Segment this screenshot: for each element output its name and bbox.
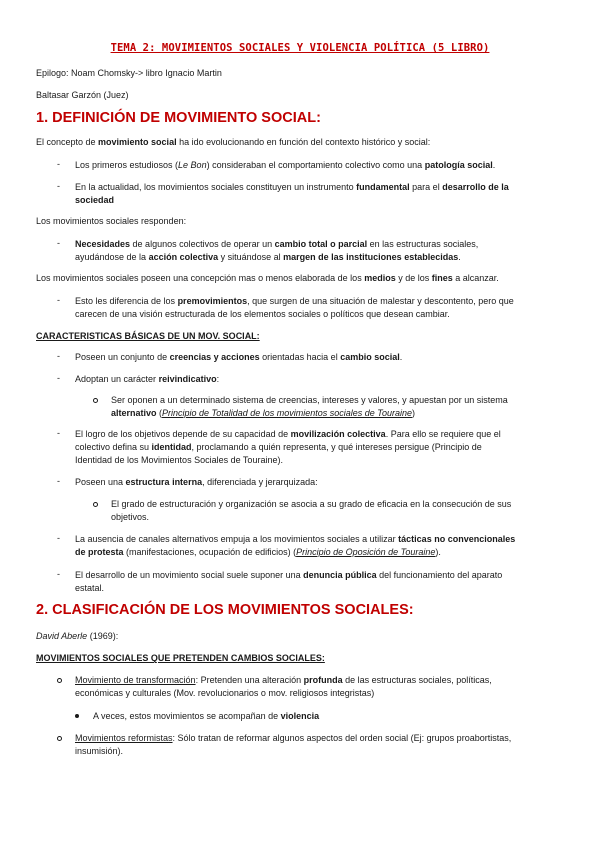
s1-subheading: CARACTERISTICAS BÁSICAS DE UN MOV. SOCIAL:: [36, 331, 260, 341]
filled-bullet-icon: [75, 714, 79, 718]
ring-bullet-icon: [57, 678, 62, 683]
section-1-heading: 1. DEFINICIÓN DE MOVIMIENTO SOCIAL:: [36, 110, 321, 126]
c-bullet-6-cont: estatal.: [75, 583, 105, 593]
m-bullet-1: Movimiento de transformación: Pretenden una alteración profunda de las estructuras sociales, políticas,: [75, 675, 492, 685]
bullet-dash: -: [57, 238, 60, 248]
s1-bullet-4-cont: carecen de una visión estructurada de los elementos sociales o políticos que desean cambiar.: [75, 309, 450, 319]
ring-bullet-icon: [93, 502, 98, 507]
m-bullet-1-sub: A veces, estos movimientos se acompañan de violencia: [93, 711, 320, 721]
c-bullet-3-cont: colectivo defina su identidad, proclamando a quién representa, y qué intereses persigue (Principio de: [75, 442, 482, 452]
s2-subheading: MOVIMIENTOS SOCIALES QUE PRETENDEN CAMBIOS SOCIALES:: [36, 653, 325, 663]
c-bullet-4: Poseen una estructura interna, diferenciada y jerarquizada:: [75, 477, 318, 487]
s1-bullet-1: Los primeros estudiosos (Le Bon) consideraban el comportamiento colectivo como una patología social.: [75, 160, 496, 170]
c-bullet-4-sub: El grado de estructuración y organización se asocia a su grado de eficacia en la consecución de sus: [111, 499, 512, 509]
document-title: TEMA 2: MOVIMIENTOS SOCIALES Y VIOLENCIA POLÍTICA (5 LIBRO): [110, 42, 490, 54]
c-bullet-4-sub-cont: objetivos.: [111, 512, 150, 522]
s2-author: David Aberle (1969):: [36, 631, 119, 641]
c-bullet-3-cont-2: Identidad de los Movimientos Sociales de Touraine).: [75, 455, 283, 465]
bullet-dash: -: [57, 533, 60, 543]
s1-bullet-4: Esto les diferencia de los premovimientos, que surgen de una situación de malestar y descontento, pero que: [75, 296, 514, 306]
m-bullet-1-cont: económicas y culturales (Mov. revolucionarios o mov. religiosos integristas): [75, 688, 375, 698]
epilogo-line: Epilogo: Noam Chomsky-> libro Ignacio Martin: [36, 68, 222, 78]
baltasar-line: Baltasar Garzón (Juez): [36, 90, 129, 100]
s1-responden: Los movimientos sociales responden:: [36, 216, 187, 226]
ring-bullet-icon: [57, 736, 62, 741]
m-bullet-2: Movimientos reformistas: Sólo tratan de reformar algunos aspectos del orden social (Ej: grupos proabortistas,: [75, 733, 512, 743]
c-bullet-5-cont: de protesta (manifestaciones, ocupación de edificios) (Principio de Oposición de Touraine).: [75, 547, 441, 557]
bullet-dash: -: [57, 428, 60, 438]
c-bullet-5: La ausencia de canales alternativos empuja a los movimientos sociales a utilizar tácticas no convencionales: [75, 534, 516, 544]
s1-bullet-2: En la actualidad, los movimientos sociales constituyen un instrumento fundamental para el desarrollo de la: [75, 182, 509, 192]
ring-bullet-icon: [93, 398, 98, 403]
c-bullet-3: El logro de los objetivos depende de su capacidad de movilización colectiva. Para ello se requiere que el: [75, 429, 501, 439]
bullet-dash: -: [57, 569, 60, 579]
c-bullet-1: Poseen un conjunto de creencias y acciones orientadas hacia el cambio social.: [75, 352, 403, 362]
c-bullet-2-sub: Ser oponen a un determinado sistema de creencias, intereses y valores, y apuestan por un sistema: [111, 395, 508, 405]
bullet-dash: -: [57, 295, 60, 305]
c-bullet-2-sub-cont: alternativo (Principio de Totalidad de los movimientos sociales de Touraine): [111, 408, 415, 418]
bullet-dash: -: [57, 373, 60, 383]
bullet-dash: -: [57, 181, 60, 191]
m-bullet-2-cont: insumisión).: [75, 746, 124, 756]
section-2-heading: 2. CLASIFICACIÓN DE LOS MOVIMIENTOS SOCIALES:: [36, 602, 414, 618]
bullet-dash: -: [57, 351, 60, 361]
bullet-dash: -: [57, 476, 60, 486]
c-bullet-2: Adoptan un carácter reivindicativo:: [75, 374, 220, 384]
s1-concepcion: Los movimientos sociales poseen una concepción mas o menos elaborada de los medios y de los fines a alcanzar.: [36, 273, 499, 283]
s1-intro: El concepto de movimiento social ha ido evolucionando en función del contexto histórico y social:: [36, 137, 431, 147]
s1-bullet-3: Necesidades de algunos colectivos de operar un cambio total o parcial en las estructuras sociales,: [75, 239, 479, 249]
c-bullet-6: El desarrollo de un movimiento social suele suponer una denuncia pública del funcionamiento del aparato: [75, 570, 503, 580]
bullet-dash: -: [57, 159, 60, 169]
s1-bullet-3-cont: ayudándose de la acción colectiva y situándose al margen de las instituciones establecidas.: [75, 252, 461, 262]
s1-bullet-2-cont: sociedad: [75, 195, 115, 205]
